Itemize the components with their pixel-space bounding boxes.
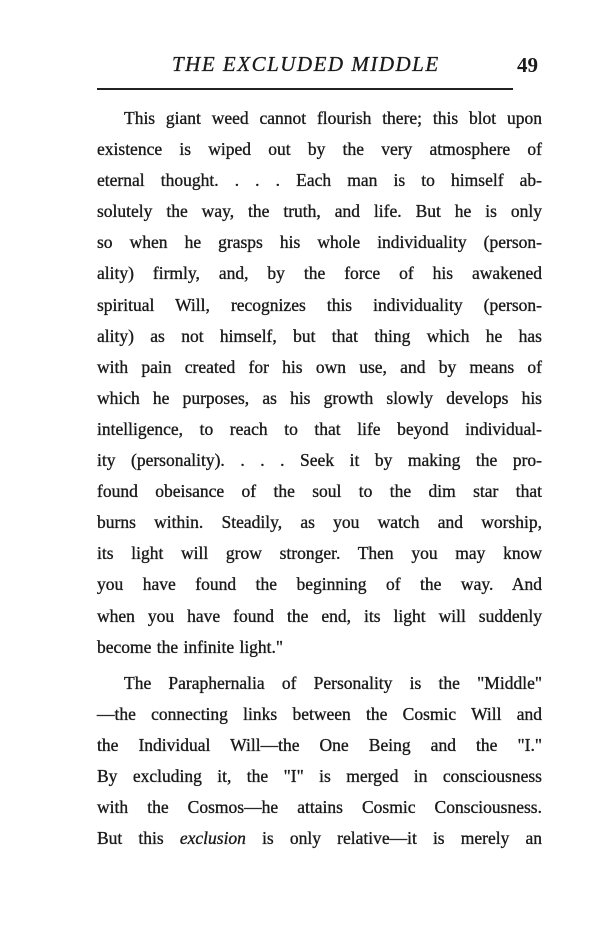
emphasized-word: exclusion bbox=[179, 828, 246, 849]
text-line: ality) firmly, and, by the force of his awakened bbox=[97, 263, 542, 284]
text-line: intelligence, to reach to that life beyond individual- bbox=[97, 418, 542, 439]
paragraph-1 bbox=[97, 103, 542, 663]
text-line: so when he grasps his whole individuality (person- bbox=[97, 232, 542, 253]
text-line: —the connecting links between the Cosmic Will and bbox=[97, 703, 542, 724]
page-header bbox=[97, 50, 542, 80]
text-line: become the infinite light." bbox=[97, 636, 284, 657]
page-number: 49 bbox=[517, 53, 538, 77]
text-line: solutely the way, the truth, and life. But he is only bbox=[97, 201, 542, 222]
running-title: THE EXCLUDED MIDDLE bbox=[172, 52, 440, 76]
text-line: found obeisance of the soul to the dim star that bbox=[97, 481, 542, 502]
text-line: burns within. Steadily, as you watch and worship, bbox=[97, 512, 542, 533]
text-fragment: But this bbox=[97, 828, 180, 849]
header-rule bbox=[97, 88, 513, 90]
text-line: which he purposes, as his growth slowly develops his bbox=[97, 387, 542, 408]
text-line: with the Cosmos—he attains Cosmic Consciousness. bbox=[97, 797, 542, 818]
text-line bbox=[97, 823, 542, 854]
text-line: ity (personality). . . . Seek it by making the pro- bbox=[97, 450, 542, 471]
text-line: the Individual Will—the One Being and the "I." bbox=[97, 734, 542, 755]
text-line: its light will grow stronger. Then you may know bbox=[97, 543, 542, 564]
text-line: The Paraphernalia of Personality is the "Middle" bbox=[124, 672, 542, 693]
text-line: ality) as not himself, but that thing which he has bbox=[97, 325, 542, 346]
text-line: you have found the beginning of the way. And bbox=[97, 574, 542, 595]
text-line: when you have found the end, its light will suddenly bbox=[97, 605, 542, 626]
text-line: spiritual Will, recognizes this individuality (person- bbox=[97, 294, 542, 315]
body-text bbox=[97, 103, 542, 854]
text-line: By excluding it, the "I" is merged in consciousness bbox=[97, 765, 542, 786]
text-fragment: is only relative—it is merely an bbox=[245, 828, 542, 849]
text-line: existence is wiped out by the very atmosphere of bbox=[97, 139, 542, 160]
text-line: with pain created for his own use, and by means of bbox=[97, 356, 542, 377]
paragraph-2 bbox=[97, 668, 542, 823]
text-line: This giant weed cannot flourish there; this blot upon bbox=[124, 108, 542, 128]
text-line: eternal thought. . . . Each man is to himself ab- bbox=[97, 170, 542, 191]
